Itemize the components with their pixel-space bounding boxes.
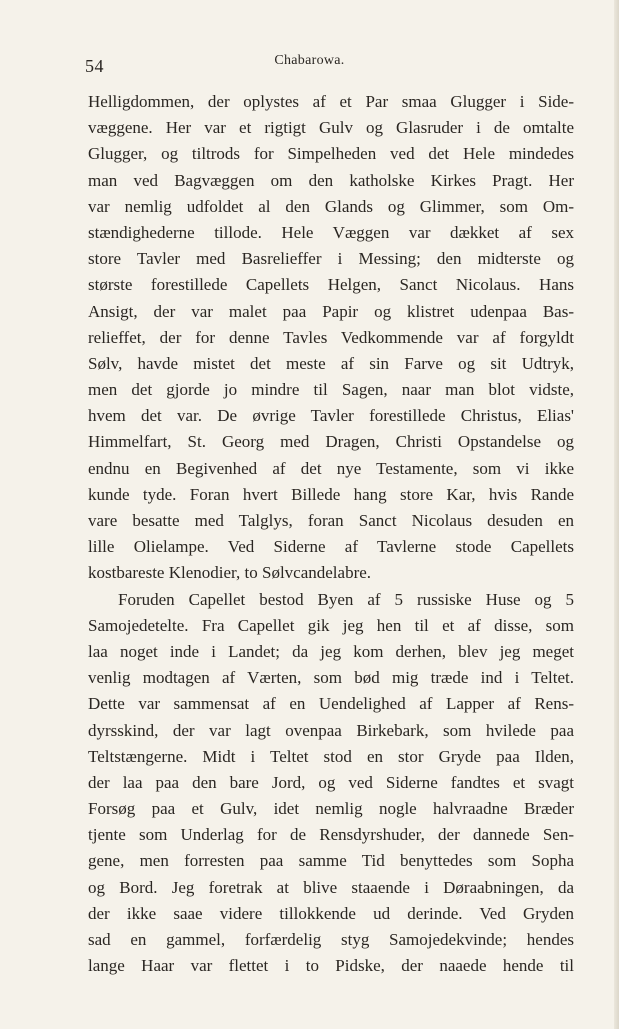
text-line: var nemlig udfoldet al den Glands og Glimmer, som Om- (88, 196, 574, 216)
body-text (88, 89, 574, 979)
text-line: Forsøg paa et Gulv, idet nemlig nogle halvraadne Bræder (88, 799, 574, 819)
text-line: lille Olielampe. Ved Siderne af Tavlerne stode Capellets (88, 537, 574, 557)
text-line: endnu en Begivenhed af det nye Testamente, som vi ikke (88, 458, 574, 478)
text-line: kostbareste Klenodier, to Sølvcandelabre. (88, 563, 372, 583)
text-line: store Tavler med Basrelieffer i Messing; den midterste og (88, 249, 574, 269)
text-line: man ved Bagvæggen om den katholske Kirkes Pragt. Her (88, 170, 574, 190)
text-line: lange Haar var flettet i to Pidske, der naaede hende til (88, 956, 574, 976)
page-edge (614, 0, 619, 1029)
text-line: Samojedetelte. Fra Capellet gik jeg hen til et af disse, som (88, 615, 574, 635)
text-line: venlig modtagen af Værten, som bød mig træde ind i Teltet. (88, 668, 574, 688)
text-line: relieffet, der for denne Tavles Vedkommende var af forgyldt (88, 327, 574, 347)
text-line: hvem det var. De øvrige Tavler forestillede Christus, Elias' (88, 406, 574, 426)
text-line: Sølv, havde mistet det meste af sin Farve og sit Udtryk, (88, 353, 574, 373)
text-line: væggene. Her var et rigtigt Gulv og Glasruder i de omtalte (88, 118, 574, 138)
page-number: 54 (85, 56, 104, 76)
text-line: dyrsskind, der var lagt ovenpaa Birkebark, som hvilede paa (88, 720, 574, 740)
running-title: Chabarowa. (274, 53, 345, 68)
text-line: Foruden Capellet bestod Byen af 5 russiske Huse og 5 (118, 589, 574, 609)
text-line: og Bord. Jeg foretrak at blive staaende i Døraabningen, da (88, 877, 574, 897)
text-line: stændighederne tillode. Hele Væggen var dækket af sex (88, 222, 574, 242)
text-line: Dette var sammensat af en Uendelighed af Lapper af Rens- (88, 694, 574, 714)
text-line: tjente som Underlag for de Rensdyrshuder, der dannede Sen- (88, 825, 574, 845)
text-line: Glugger, og tiltrods for Simpelheden ved det Hele mindedes (88, 144, 574, 164)
text-line: laa noget inde i Landet; da jeg kom derhen, blev jeg meget (88, 641, 574, 661)
text-line: kunde tyde. Foran hvert Billede hang store Kar, hvis Rande (88, 484, 574, 504)
text-line: Himmelfart, St. Georg med Dragen, Christi Opstandelse og (88, 432, 574, 452)
text-line: der laa paa den bare Jord, og ved Siderne fandtes et svagt (88, 772, 574, 792)
text-line: gene, men forresten paa samme Tid benyttedes som Sopha (88, 851, 574, 871)
text-line: sad en gammel, forfærdelig styg Samojedekvinde; hendes (88, 930, 574, 949)
text-line: Ansigt, der var malet paa Papir og klistret udenpaa Bas- (88, 301, 574, 321)
text-line: største forestillede Capellets Helgen, Sanct Nicolaus. Hans (88, 275, 574, 295)
text-line: vare besatte med Talglys, foran Sanct Nicolaus desuden en (88, 511, 574, 530)
text-line: der ikke saae videre tillokkende ud derinde. Ved Gryden (88, 903, 574, 923)
text-line: Teltstængerne. Midt i Teltet stod en stor Gryde paa Ilden, (88, 746, 574, 766)
text-line: men det gjorde jo mindre til Sagen, naar man blot vidste, (88, 380, 574, 400)
text-line: Helligdommen, der oplystes af et Par smaa Glugger i Side- (88, 92, 574, 111)
